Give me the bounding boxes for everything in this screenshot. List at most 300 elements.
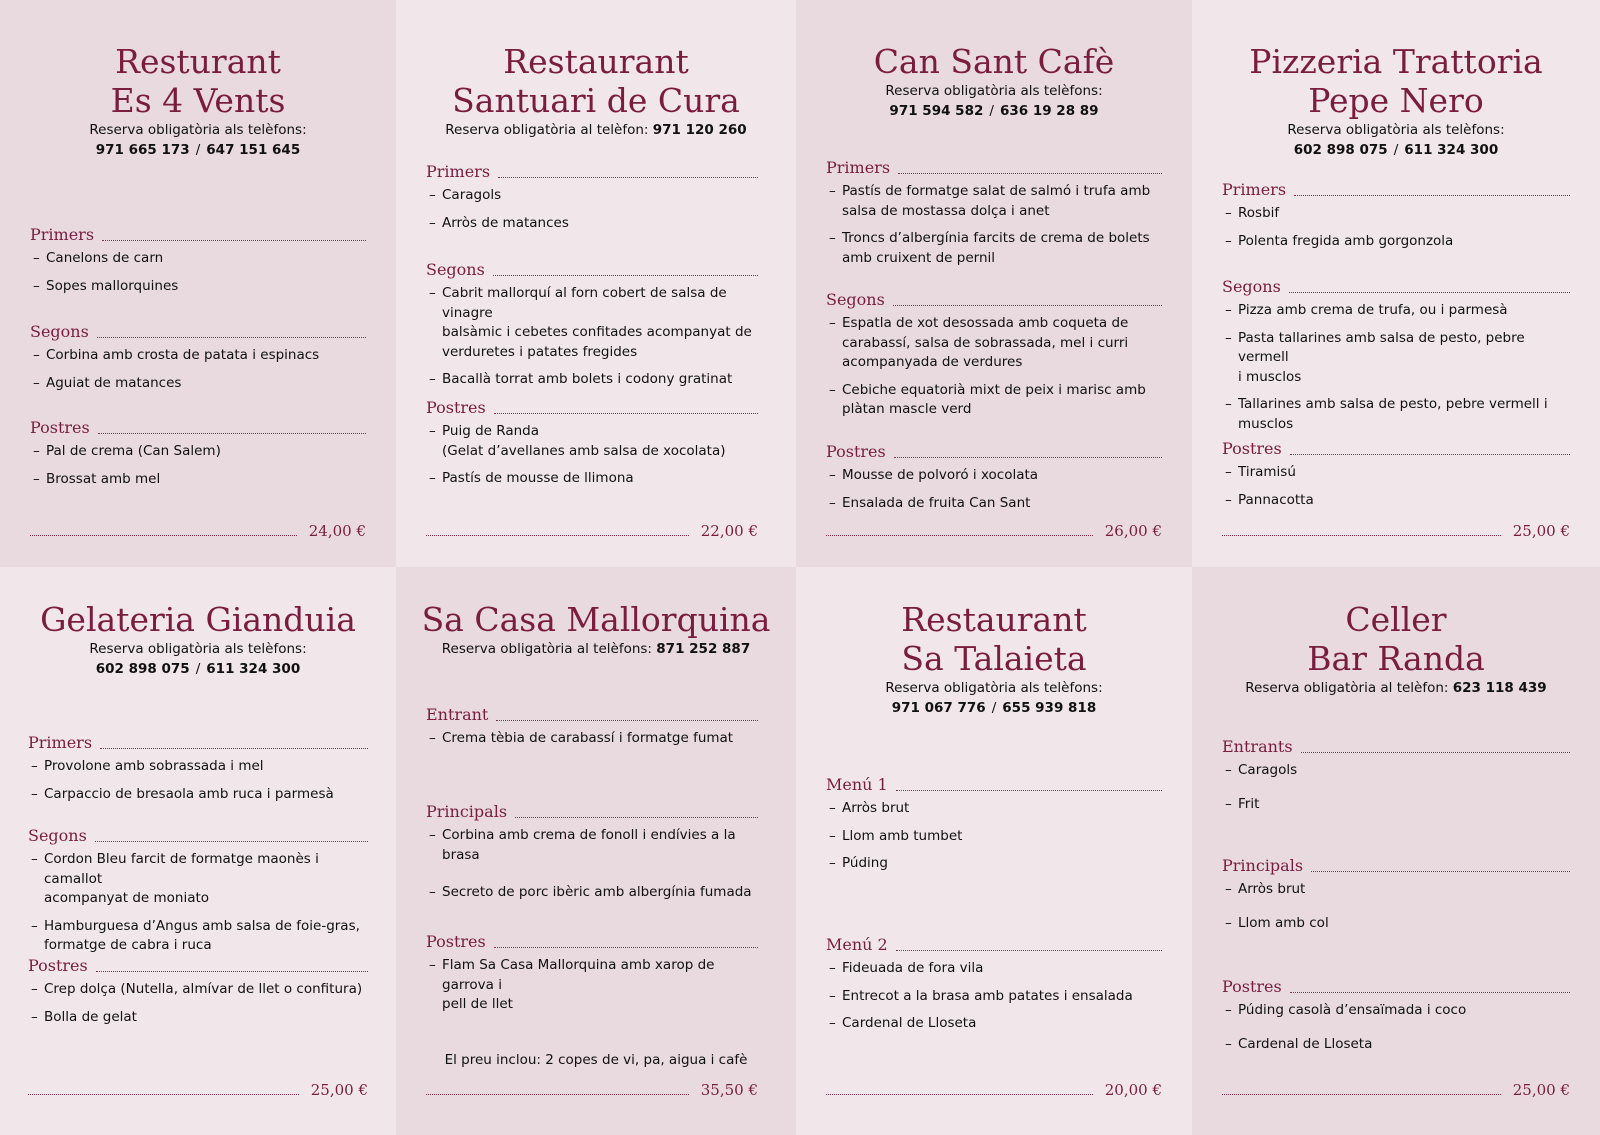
menu-item bbox=[826, 799, 1162, 819]
dotted-divider bbox=[96, 971, 368, 972]
menu-item-line: Polenta fregida amb gorgonzola bbox=[1238, 232, 1454, 249]
menu-item-line: Pastís de formatge salat de salmó i trufa amb bbox=[842, 183, 1151, 199]
title-line: Restaurant bbox=[901, 600, 1087, 639]
phone-numbers bbox=[0, 140, 396, 160]
dash-bullet: – bbox=[31, 785, 38, 802]
section-title: Segons bbox=[826, 290, 885, 309]
card-header bbox=[1192, 42, 1600, 160]
dash-bullet: – bbox=[33, 443, 40, 459]
section-title: Postres bbox=[30, 418, 90, 437]
section-header bbox=[1222, 977, 1570, 997]
dash-bullet: – bbox=[829, 827, 836, 844]
menu-item-line: Cabrit mallorquí al forn cobert de salsa de vinagre bbox=[442, 285, 727, 321]
section-header bbox=[1222, 180, 1570, 200]
phone-number[interactable]: 602 898 075 bbox=[1293, 142, 1388, 158]
dash-bullet: – bbox=[1225, 302, 1232, 318]
phone-number[interactable]: 871 252 887 bbox=[656, 641, 751, 657]
menu-item bbox=[30, 346, 366, 366]
restaurant-title bbox=[1192, 600, 1600, 678]
menu-card-sa-casa-mallorquina bbox=[396, 567, 796, 1135]
dash-bullet: – bbox=[829, 800, 836, 816]
menu-item-line: (Gelat d’avellanes amb salsa de xocolata) bbox=[442, 442, 726, 459]
card-header bbox=[796, 42, 1192, 121]
section-title: Primers bbox=[1222, 180, 1287, 199]
menu-item bbox=[826, 466, 1162, 486]
section-header bbox=[426, 802, 758, 822]
title-line: Restaurant bbox=[503, 42, 689, 81]
dotted-divider bbox=[494, 947, 758, 948]
menu-item-line: Pal de crema (Can Salem) bbox=[46, 443, 221, 459]
menu-item bbox=[426, 729, 758, 749]
menu-item-line: Púding bbox=[842, 855, 888, 871]
card-header bbox=[0, 600, 396, 679]
phone-number[interactable]: 636 19 28 89 bbox=[999, 103, 1099, 119]
menu-section bbox=[426, 802, 758, 921]
menu-item-line: Tallarines amb salsa de pesto, pebre vermell i bbox=[1238, 396, 1548, 412]
menu-price: 26,00 € bbox=[1104, 522, 1162, 540]
menu-item-line: Cardenal de Lloseta bbox=[1238, 1035, 1373, 1052]
restaurant-title bbox=[396, 42, 796, 120]
menu-card-santuari-de-cura bbox=[396, 0, 796, 567]
section-title: Postres bbox=[426, 398, 486, 417]
menu-item bbox=[826, 314, 1162, 373]
title-line: Sa Casa Mallorquina bbox=[421, 600, 771, 639]
title-line: Gelateria Gianduia bbox=[40, 600, 356, 639]
menu-item bbox=[1222, 761, 1570, 781]
dotted-divider bbox=[1301, 752, 1570, 753]
menu-price: 25,00 € bbox=[1512, 1081, 1570, 1099]
price-row bbox=[30, 522, 366, 540]
menu-item bbox=[1222, 795, 1570, 815]
price-row bbox=[1222, 1081, 1570, 1099]
menu-price: 25,00 € bbox=[1512, 522, 1570, 540]
section-header bbox=[30, 225, 366, 245]
menu-item-line: Cordon Bleu farcit de formatge maonès i camallot bbox=[44, 851, 319, 887]
phone-numbers bbox=[796, 101, 1192, 121]
section-title: Postres bbox=[1222, 439, 1282, 458]
section-header bbox=[1222, 277, 1570, 297]
menu-item bbox=[826, 494, 1162, 514]
card-header bbox=[0, 42, 396, 160]
menu-section bbox=[1222, 856, 1570, 947]
dash-bullet: – bbox=[829, 467, 836, 483]
menu-section bbox=[30, 225, 366, 304]
menu-item bbox=[1222, 232, 1570, 252]
section-header bbox=[426, 932, 758, 952]
dotted-divider bbox=[426, 1094, 689, 1095]
menu-item bbox=[28, 850, 368, 909]
phone-number[interactable]: 647 151 645 bbox=[206, 142, 301, 158]
section-title: Menú 2 bbox=[826, 935, 888, 954]
phone-number[interactable]: 611 324 300 bbox=[1404, 142, 1499, 158]
menu-item-line: Púding casolà d’ensaïmada i coco bbox=[1238, 1002, 1467, 1018]
menu-item-line: Ensalada de fruita Can Sant bbox=[842, 494, 1031, 511]
menu-section bbox=[426, 932, 758, 1027]
section-title: Postres bbox=[28, 956, 88, 975]
dash-bullet: – bbox=[829, 381, 836, 398]
menu-item-line: Frit bbox=[1238, 795, 1260, 812]
menu-section bbox=[826, 158, 1162, 276]
menu-section bbox=[426, 705, 758, 761]
menu-section bbox=[1222, 277, 1570, 442]
phone-separator: / bbox=[989, 103, 994, 119]
menu-item bbox=[426, 370, 758, 390]
card-header bbox=[796, 600, 1192, 718]
section-header bbox=[30, 322, 366, 342]
menu-item bbox=[426, 826, 758, 865]
menu-price: 35,50 € bbox=[700, 1081, 758, 1099]
dash-bullet: – bbox=[33, 250, 40, 266]
dotted-divider bbox=[896, 790, 1162, 791]
dash-bullet: – bbox=[429, 957, 436, 973]
menu-item-line: Cardenal de Lloseta bbox=[842, 1015, 977, 1031]
section-header bbox=[1222, 856, 1570, 876]
menu-section bbox=[826, 935, 1162, 1042]
dash-bullet: – bbox=[1225, 396, 1232, 412]
menu-item-line: Rosbif bbox=[1238, 205, 1280, 221]
section-title: Postres bbox=[426, 932, 486, 951]
dash-bullet: – bbox=[829, 315, 836, 331]
menu-item bbox=[426, 214, 758, 234]
dotted-divider bbox=[826, 535, 1093, 536]
menu-item-line: Hamburguesa d’Angus amb salsa de foie-gras, bbox=[44, 917, 360, 934]
dash-bullet: – bbox=[829, 960, 836, 976]
section-header bbox=[28, 826, 368, 846]
reservation-line bbox=[396, 639, 796, 659]
dotted-divider bbox=[1311, 871, 1570, 872]
menu-section bbox=[1222, 439, 1570, 518]
section-title: Menú 1 bbox=[826, 775, 888, 794]
menu-item-line: Cebiche equatorià mixt de peix i marisc amb bbox=[842, 381, 1146, 398]
section-header bbox=[28, 733, 368, 753]
title-line: Resturant bbox=[115, 42, 281, 81]
dash-bullet: – bbox=[429, 470, 436, 486]
menu-item-line: Crep dolça (Nutella, almívar de llet o confitura) bbox=[44, 981, 363, 997]
restaurant-title bbox=[0, 42, 396, 120]
dotted-divider bbox=[896, 950, 1162, 951]
menu-item-line: amb cruixent de pernil bbox=[842, 249, 995, 266]
menu-item bbox=[1222, 880, 1570, 900]
menu-item-line: carabassí, salsa de sobrassada, mel i curri bbox=[842, 334, 1129, 351]
reservation-text: Reserva obligatòria al telèfon: bbox=[1245, 680, 1449, 696]
dash-bullet: – bbox=[33, 470, 40, 487]
dotted-divider bbox=[893, 305, 1162, 306]
section-header bbox=[426, 705, 758, 725]
dotted-divider bbox=[494, 413, 758, 414]
dash-bullet: – bbox=[33, 347, 40, 363]
dotted-divider bbox=[426, 535, 689, 536]
dotted-divider bbox=[28, 1094, 299, 1095]
menu-item-line: musclos bbox=[1238, 415, 1294, 432]
dotted-divider bbox=[1290, 992, 1570, 993]
dotted-divider bbox=[898, 173, 1162, 174]
phone-numbers bbox=[0, 659, 396, 679]
menu-section bbox=[426, 260, 758, 398]
phone-separator: / bbox=[195, 142, 201, 158]
phone-number[interactable]: 623 118 439 bbox=[1452, 680, 1547, 696]
menu-item bbox=[28, 785, 368, 805]
section-title: Segons bbox=[426, 260, 485, 279]
price-row bbox=[826, 522, 1162, 540]
dash-bullet: – bbox=[33, 374, 40, 391]
dotted-divider bbox=[493, 275, 758, 276]
phone-number[interactable]: 655 939 818 bbox=[1002, 700, 1097, 716]
dash-bullet: – bbox=[829, 855, 836, 871]
dotted-divider bbox=[1290, 454, 1570, 455]
title-line: Bar Randa bbox=[1307, 639, 1485, 678]
section-title: Primers bbox=[30, 225, 95, 244]
menu-item-line: Provolone amb sobrassada i mel bbox=[44, 758, 264, 774]
dash-bullet: – bbox=[1225, 881, 1232, 897]
menu-item bbox=[826, 381, 1162, 420]
dotted-divider bbox=[98, 433, 366, 434]
menu-item-line: Flam Sa Casa Mallorquina amb xarop de garrova i bbox=[442, 957, 715, 993]
dash-bullet: – bbox=[1225, 1002, 1232, 1018]
menu-card-can-sant-cafe bbox=[796, 0, 1192, 567]
section-title: Postres bbox=[1222, 977, 1282, 996]
menu-item-line: i musclos bbox=[1238, 368, 1302, 385]
menu-item-line: Sopes mallorquines bbox=[46, 277, 179, 294]
menu-item bbox=[1222, 1035, 1570, 1055]
menu-item-line: Bacallà torrat amb bolets i codony gratinat bbox=[442, 371, 733, 387]
phone-number[interactable]: 611 324 300 bbox=[206, 661, 301, 677]
section-header bbox=[1222, 737, 1570, 757]
dash-bullet: – bbox=[429, 214, 436, 231]
menu-item-line: Pastís de mousse de llimona bbox=[442, 470, 634, 486]
dotted-divider bbox=[826, 1094, 1093, 1095]
menu-item bbox=[426, 422, 758, 461]
section-header bbox=[426, 162, 758, 182]
dotted-divider bbox=[1222, 1094, 1501, 1095]
restaurant-title bbox=[396, 600, 796, 639]
dash-bullet: – bbox=[429, 730, 436, 746]
section-header bbox=[826, 158, 1162, 178]
price-row bbox=[1222, 522, 1570, 540]
restaurant-title bbox=[796, 42, 1192, 81]
menu-item-line: Llom amb col bbox=[1238, 914, 1329, 931]
title-line: Can Sant Cafè bbox=[873, 42, 1115, 81]
menu-item bbox=[426, 469, 758, 489]
title-line: Es 4 Vents bbox=[110, 81, 286, 120]
menu-card-gelateria-gianduia bbox=[0, 567, 396, 1135]
dash-bullet: – bbox=[429, 884, 436, 900]
menu-item bbox=[1222, 914, 1570, 934]
menu-price: 22,00 € bbox=[700, 522, 758, 540]
price-row bbox=[28, 1081, 368, 1099]
dash-bullet: – bbox=[829, 987, 836, 1004]
menu-item bbox=[826, 854, 1162, 874]
menu-item-line: Corbina amb crema de fonoll i endívies a la brasa bbox=[442, 827, 736, 863]
card-header bbox=[1192, 600, 1600, 698]
menu-item bbox=[28, 980, 368, 1000]
dash-bullet: – bbox=[1225, 914, 1232, 931]
menu-item-line: Arròs brut bbox=[842, 800, 910, 816]
dash-bullet: – bbox=[1225, 205, 1232, 221]
card-header bbox=[396, 42, 796, 140]
menu-section bbox=[826, 775, 1162, 882]
dotted-divider bbox=[498, 177, 758, 178]
menu-item-line: Canelons de carn bbox=[46, 250, 164, 266]
phone-number[interactable]: 971 067 776 bbox=[891, 700, 986, 716]
title-line: Pepe Nero bbox=[1308, 81, 1484, 120]
menu-item-line: Tiramisú bbox=[1238, 464, 1296, 480]
price-row bbox=[826, 1081, 1162, 1099]
dash-bullet: – bbox=[829, 230, 836, 246]
menu-item-line: Pizza amb crema de trufa, ou i parmesà bbox=[1238, 302, 1508, 318]
dotted-divider bbox=[496, 720, 758, 721]
menu-item-line: Pasta tallarines amb salsa de pesto, pebre vermell bbox=[1238, 329, 1525, 365]
phone-separator: / bbox=[991, 700, 997, 716]
menu-section bbox=[826, 290, 1162, 428]
menu-section bbox=[28, 956, 368, 1035]
restaurant-title bbox=[796, 600, 1192, 678]
menu-item-line: Secreto de porc ibèric amb albergínia fumada bbox=[442, 884, 752, 900]
price-row bbox=[426, 1081, 758, 1099]
menu-item-line: Carpaccio de bresaola amb ruca i parmesà bbox=[44, 785, 334, 802]
dotted-divider bbox=[97, 337, 366, 338]
reservation-text: Reserva obligatòria als telèfons: bbox=[885, 83, 1103, 99]
menu-item bbox=[30, 374, 366, 394]
menu-item bbox=[1222, 329, 1570, 388]
section-header bbox=[28, 956, 368, 976]
menu-item-line: Mousse de polvoró i xocolata bbox=[842, 467, 1039, 483]
menu-card-sa-talaieta bbox=[796, 567, 1192, 1135]
menu-item bbox=[30, 249, 366, 269]
title-line: Sa Talaieta bbox=[901, 639, 1087, 678]
menu-item-line: Espatla de xot desossada amb coqueta de bbox=[842, 315, 1129, 331]
section-title: Segons bbox=[30, 322, 89, 341]
menu-item bbox=[1222, 491, 1570, 511]
menu-item-line: Crema tèbia de carabassí i formatge fumat bbox=[442, 730, 734, 746]
menu-item-line: Aguiat de matances bbox=[46, 374, 182, 391]
menu-item bbox=[826, 827, 1162, 847]
dash-bullet: – bbox=[1225, 762, 1232, 778]
menu-section bbox=[426, 398, 758, 497]
section-title: Primers bbox=[426, 162, 491, 181]
dash-bullet: – bbox=[1225, 232, 1232, 249]
dotted-divider bbox=[30, 535, 297, 536]
menu-item-line: Llom amb tumbet bbox=[842, 827, 963, 844]
menu-price: 24,00 € bbox=[308, 522, 366, 540]
dash-bullet: – bbox=[33, 277, 40, 294]
dash-bullet: – bbox=[829, 183, 836, 199]
menu-item bbox=[1222, 204, 1570, 224]
menu-item-line: Arròs brut bbox=[1238, 881, 1306, 897]
dotted-divider bbox=[102, 240, 366, 241]
phone-numbers bbox=[796, 698, 1192, 718]
dash-bullet: – bbox=[1225, 464, 1232, 480]
menu-item bbox=[1222, 301, 1570, 321]
title-line: Celler bbox=[1345, 600, 1447, 639]
menu-section bbox=[30, 322, 366, 401]
menu-item bbox=[1222, 1001, 1570, 1021]
menu-item-line: Arròs de matances bbox=[442, 214, 569, 231]
dash-bullet: – bbox=[429, 187, 436, 203]
menu-item-line: Entrecot a la brasa amb patates i ensalada bbox=[842, 987, 1133, 1004]
menu-section bbox=[1222, 737, 1570, 828]
dash-bullet: – bbox=[429, 285, 436, 301]
section-title: Principals bbox=[1222, 856, 1304, 875]
menu-section bbox=[1222, 180, 1570, 259]
menu-item bbox=[28, 757, 368, 777]
section-header bbox=[826, 775, 1162, 795]
card-header bbox=[396, 600, 796, 659]
menu-item-line: acompanyada de verdures bbox=[842, 354, 1023, 370]
dash-bullet: – bbox=[31, 851, 38, 867]
menu-section bbox=[28, 826, 368, 964]
section-title: Primers bbox=[826, 158, 891, 177]
title-line: Santuari de Cura bbox=[452, 81, 740, 120]
section-title: Segons bbox=[1222, 277, 1281, 296]
dotted-divider bbox=[1294, 195, 1570, 196]
dash-bullet: – bbox=[1225, 795, 1232, 812]
menu-item-line: Fideuada de fora vila bbox=[842, 960, 984, 976]
menu-item bbox=[28, 1008, 368, 1028]
phone-separator: / bbox=[195, 661, 201, 677]
menu-card-es-4-vents bbox=[0, 0, 396, 567]
menu-item-line: balsàmic i cebetes confitades acompanyat de bbox=[442, 324, 752, 340]
menu-item-line: pell de llet bbox=[442, 996, 513, 1012]
menu-item bbox=[826, 987, 1162, 1007]
reservation-text: Reserva obligatòria als telèfons: bbox=[89, 641, 307, 657]
menu-section bbox=[30, 418, 366, 497]
section-header bbox=[426, 260, 758, 280]
menu-item bbox=[1222, 395, 1570, 434]
menu-item bbox=[1222, 463, 1570, 483]
dash-bullet: – bbox=[1225, 1035, 1232, 1052]
menu-card-pepe-nero bbox=[1192, 0, 1600, 567]
menu-item bbox=[426, 883, 758, 903]
restaurant-title bbox=[1192, 42, 1600, 120]
phone-number[interactable]: 971 120 260 bbox=[652, 122, 747, 138]
dash-bullet: – bbox=[31, 1008, 38, 1025]
reservation-line bbox=[1192, 678, 1600, 698]
menu-section bbox=[426, 162, 758, 241]
menu-item bbox=[826, 229, 1162, 268]
dash-bullet: – bbox=[829, 1015, 836, 1031]
menu-item-line: Caragols bbox=[1238, 762, 1298, 778]
phone-number[interactable]: 602 898 075 bbox=[95, 661, 190, 677]
menu-item bbox=[30, 470, 366, 490]
section-title: Postres bbox=[826, 442, 886, 461]
dash-bullet: – bbox=[829, 494, 836, 511]
reservation-text: Reserva obligatòria al telèfon: bbox=[445, 122, 649, 138]
price-includes-note: El preu inclou: 2 copes de vi, pa, aigua i cafè bbox=[444, 1052, 748, 1068]
dash-bullet: – bbox=[31, 981, 38, 997]
phone-number[interactable]: 971 665 173 bbox=[95, 142, 190, 158]
menu-item-line: Troncs d’albergínia farcits de crema de bolets bbox=[842, 230, 1150, 246]
menu-section bbox=[826, 442, 1162, 521]
menu-item bbox=[426, 284, 758, 362]
menu-item bbox=[28, 917, 368, 956]
dash-bullet: – bbox=[1225, 491, 1232, 508]
menu-section bbox=[28, 733, 368, 812]
menu-item-line: Puig de Randa bbox=[442, 423, 539, 439]
section-header bbox=[826, 290, 1162, 310]
phone-number[interactable]: 971 594 582 bbox=[889, 103, 984, 119]
phone-separator: / bbox=[1393, 142, 1399, 158]
dotted-divider bbox=[95, 841, 368, 842]
menu-item-line: Pannacotta bbox=[1238, 491, 1314, 508]
dotted-divider bbox=[100, 748, 368, 749]
menu-card-bar-randa bbox=[1192, 567, 1600, 1135]
dash-bullet: – bbox=[429, 371, 436, 387]
reservation-line bbox=[396, 120, 796, 140]
section-title: Primers bbox=[28, 733, 93, 752]
reservation-text: Reserva obligatòria als telèfons: bbox=[89, 122, 307, 138]
section-title: Entrant bbox=[426, 705, 489, 724]
dash-bullet: – bbox=[31, 917, 38, 934]
